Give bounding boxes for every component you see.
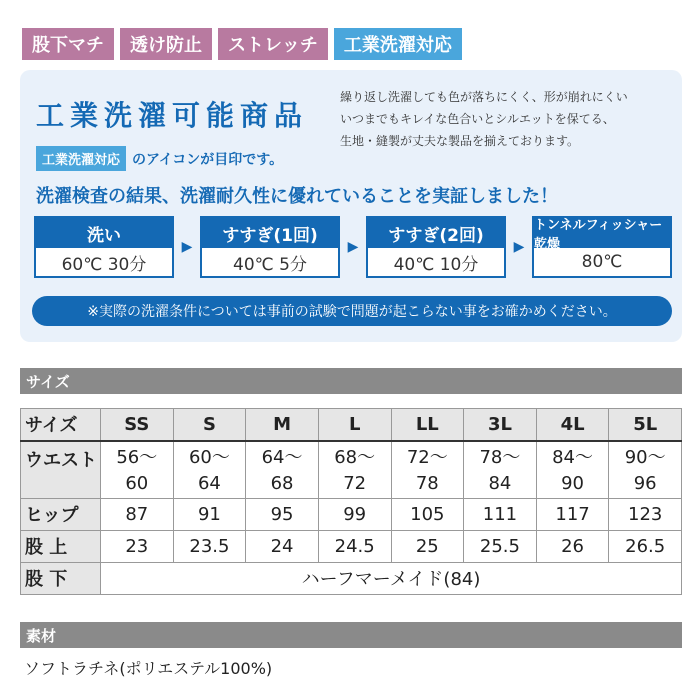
arrow-right-icon: ▶ [347, 239, 359, 255]
size-table [20, 408, 682, 595]
arrow-right-icon: ▶ [513, 239, 525, 255]
industrial-wash-panel [20, 70, 682, 342]
table-row: 股 下 ハーフマーメイド(84) [21, 562, 682, 594]
wash-proof-text: 洗濯検査の結果、洗濯耐久性に優れていることを実証しました！ [36, 186, 558, 207]
material-text: ソフトラチネ(ポリエステル100%) [24, 659, 273, 678]
wash-steps [34, 216, 672, 278]
icon-explanation [36, 146, 283, 171]
material-section-heading: 素材 [20, 622, 682, 648]
wash-note: ※実際の洗濯条件については事前の試験で問題が起こらない事をお確かめください。 [32, 296, 672, 326]
tag-stretch: ストレッチ [218, 28, 328, 60]
tag-industrial-wash: 工業洗濯対応 [334, 28, 462, 60]
table-row: ヒップ 87 91 95 99 105 111 117 123 [21, 498, 682, 530]
step-rinse-2: すすぎ(2回) 40℃ 10分 [366, 216, 506, 278]
feature-tags [22, 28, 462, 60]
wash-icon-badge: 工業洗濯対応 [36, 146, 126, 171]
step-rinse-1: すすぎ(1回) 40℃ 5分 [200, 216, 340, 278]
wash-description: 繰り返し洗濯しても色が落ちにくく、形が崩れにくい いつまでもキレイな色合いとシルエットを保てる、 生地・縫製が丈夫な製品を揃えております。 [340, 90, 628, 148]
table-row: ウエスト 56〜 60 60〜 64 64〜 68 68〜 72 72〜 78 78〜 84 84〜 90 90〜 96 [21, 441, 682, 499]
size-section-heading: サイズ [20, 368, 682, 394]
step-wash: 洗い 60℃ 30分 [34, 216, 174, 278]
inseam-value: ハーフマーメイド(84) [101, 562, 682, 594]
table-row: 股 上 23 23.5 24 24.5 25 25.5 26 26.5 [21, 530, 682, 562]
tag-gusset: 股下マチ [22, 28, 114, 60]
wash-title: 工業洗濯可能商品 [36, 99, 309, 132]
table-header-row: サイズ SS S M L LL 3L 4L 5L [21, 409, 682, 441]
step-dry: トンネルフィッシャー乾燥 80℃ [532, 216, 672, 278]
arrow-right-icon: ▶ [181, 239, 193, 255]
tag-no-see-through: 透け防止 [120, 28, 212, 60]
icon-explanation-text: のアイコンが目印です。 [132, 151, 284, 168]
